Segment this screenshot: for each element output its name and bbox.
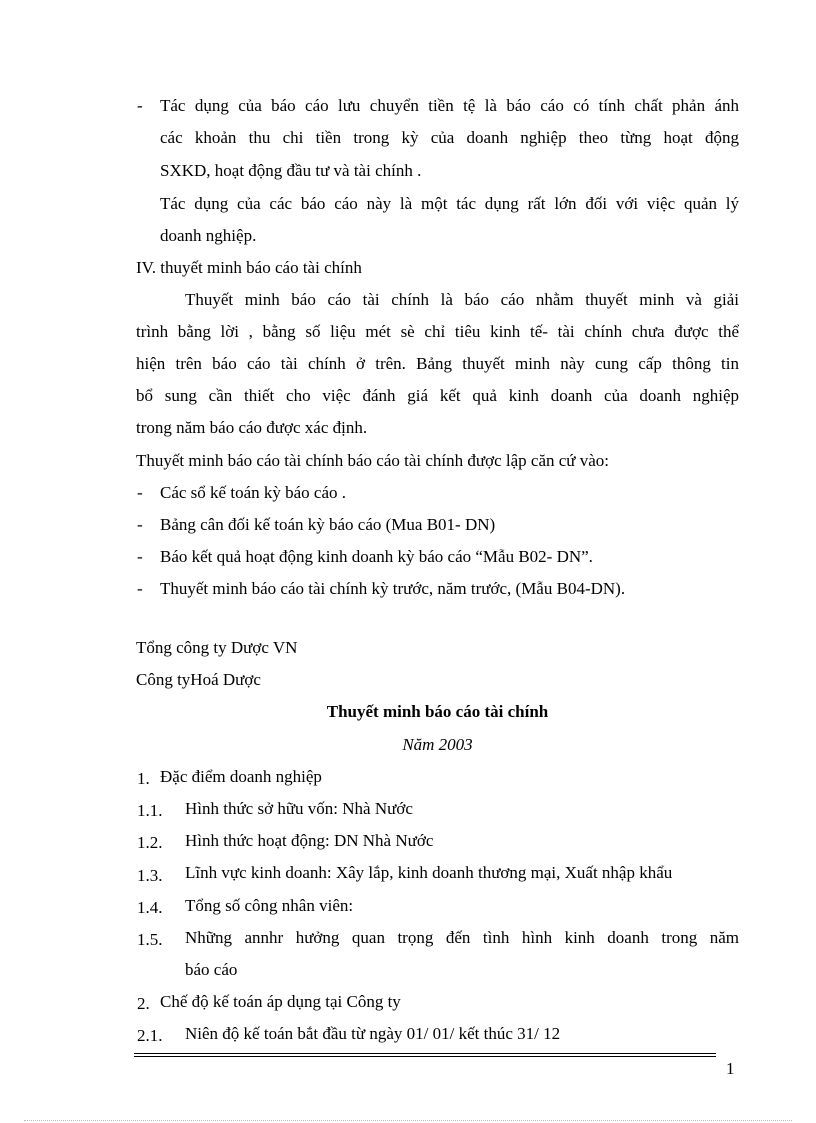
- item-number: 1.4.: [137, 898, 163, 917]
- intro-bullet-line-1: Tác dụng của báo cáo lưu chuyển tiền tệ là báo cáo có tính chất phản ánh: [160, 96, 739, 115]
- item-text: Đặc điểm doanh nghiệp: [160, 767, 322, 786]
- section-iv-heading: IV. thuyết minh báo cáo tài chính: [136, 258, 362, 277]
- bullet-dash: -: [137, 579, 143, 598]
- item-text: Hình thức sở hữu vốn: Nhà Nước: [185, 799, 413, 818]
- item-number: 1.2.: [137, 833, 163, 852]
- section-iv-para-line-3: hiện trên báo cáo tài chính ở trên. Bảng thuyết minh này cung cấp thông tin: [136, 354, 739, 373]
- basis-item: Các sổ kế toán kỳ báo cáo .: [160, 483, 346, 502]
- item-number: 1.5.: [137, 930, 163, 949]
- bullet-dash: -: [137, 515, 143, 534]
- basis-item: Bảng cân đối kế toán kỳ báo cáo (Mua B01- DN): [160, 515, 496, 534]
- basis-item: Thuyết minh báo cáo tài chính kỳ trước, năm trước, (Mẫu B04-DN).: [160, 579, 626, 598]
- basis-intro: Thuyết minh báo cáo tài chính báo cáo tài chính được lập căn cứ vào:: [136, 451, 610, 470]
- page-number: 1: [726, 1059, 735, 1078]
- report-title: Thuyết minh báo cáo tài chính: [326, 702, 549, 721]
- section-iv-para-line-5: trong năm báo cáo được xác định.: [136, 418, 368, 437]
- intro-bullet-line-3: SXKD, hoạt động đầu tư và tài chính .: [160, 161, 422, 180]
- section-iv-para-line-2: trình bằng lời , bằng số liệu mét sè chỉ tiêu kinh tế- tài chính chưa được thể: [136, 322, 739, 341]
- section-iv-para-line-1: Thuyết minh báo cáo tài chính là báo cáo nhằm thuyết minh và giải: [185, 290, 739, 309]
- section-iv-para-line-4: bổ sung cần thiết cho việc đánh giá kết quả kinh doanh của doanh nghiệp: [136, 386, 739, 405]
- item-text: Niên độ kế toán bắt đầu từ ngày 01/ 01/ kết thúc 31/ 12: [185, 1024, 561, 1043]
- item-text-continued: báo cáo: [185, 960, 238, 979]
- footer-rule-top: [134, 1053, 716, 1054]
- item-text: Tổng số công nhân viên:: [185, 896, 354, 915]
- item-text: Những annhr hưởng quan trọng đến tình hình kinh doanh trong năm: [185, 928, 739, 947]
- page-edge-divider: [24, 1120, 792, 1121]
- org-parent: Tổng công ty Dược VN: [136, 638, 298, 657]
- item-text: Lĩnh vực kinh doanh: Xây lắp, kinh doanh thương mại, Xuất nhập khẩu: [185, 863, 673, 882]
- item-number: 1.3.: [137, 866, 163, 885]
- intro-bullet-line-2: các khoản thu chi tiền trong kỳ của doanh nghiệp theo từng hoạt động: [160, 128, 739, 147]
- item-number: 1.1.: [137, 801, 163, 820]
- item-number: 2.1.: [137, 1026, 163, 1045]
- footer-rule-bottom: [134, 1056, 716, 1057]
- bullet-dash: -: [137, 96, 143, 115]
- report-year: Năm 2003: [402, 735, 473, 754]
- bullet-dash: -: [137, 483, 143, 502]
- item-text: Chế độ kế toán áp dụng tại Công ty: [160, 992, 401, 1011]
- bullet-dash: -: [137, 547, 143, 566]
- summary-line-2: doanh nghiệp.: [160, 226, 257, 245]
- item-number: 1.: [137, 769, 150, 788]
- item-number: 2.: [137, 994, 150, 1013]
- org-company: Công tyHoá Dược: [136, 670, 261, 689]
- basis-item: Báo kết quả hoạt động kinh doanh kỳ báo cáo “Mẫu B02- DN”.: [160, 547, 593, 566]
- item-text: Hình thức hoạt động: DN Nhà Nước: [185, 831, 434, 850]
- summary-line-1: Tác dụng của các báo cáo này là một tác dụng rất lớn đối với việc quản lý: [160, 194, 739, 213]
